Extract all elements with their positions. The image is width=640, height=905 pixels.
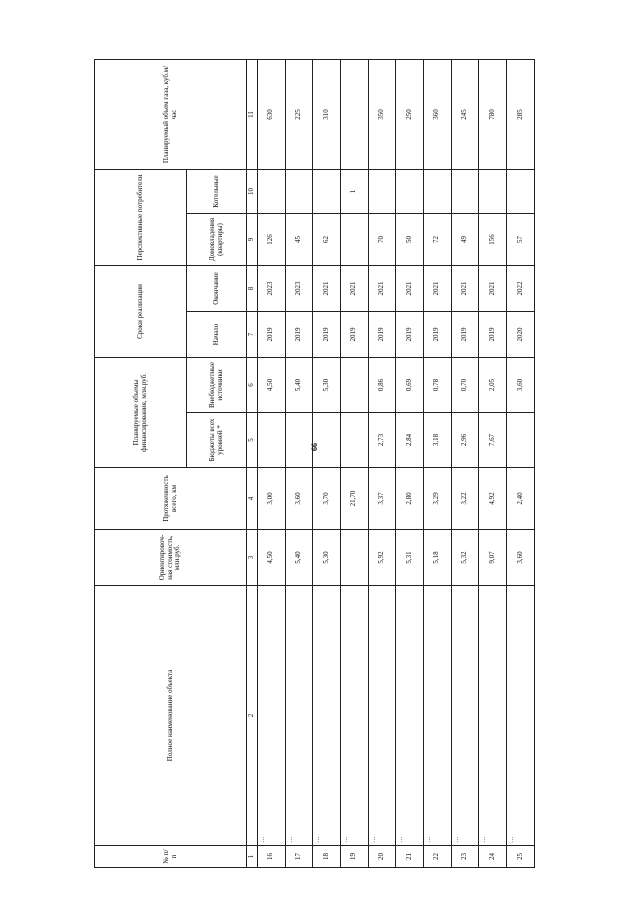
budget-funding (257, 413, 285, 468)
extra-budget-funding (340, 358, 368, 413)
budget-funding: 2,96 (451, 413, 479, 468)
row-number: 18 (313, 846, 341, 868)
end-year: 2021 (340, 266, 368, 312)
table-row (285, 60, 313, 868)
end-year: 2021 (479, 266, 507, 312)
header-gas: Планируемый объем газа, куб.м/час (95, 60, 247, 170)
table-row (451, 60, 479, 868)
pipeline-length: 3,29 (424, 468, 452, 530)
planned-gas-volume: 360 (424, 60, 452, 170)
table-row (479, 60, 507, 868)
column-number: 2 (247, 586, 258, 846)
end-year: 2021 (451, 266, 479, 312)
start-year: 2019 (479, 312, 507, 358)
row-number: 23 (451, 846, 479, 868)
object-name: … (424, 586, 452, 846)
column-number: 8 (247, 266, 258, 312)
estimated-cost: 5,32 (451, 530, 479, 586)
row-number: 16 (257, 846, 285, 868)
header-period: Сроки реализации (95, 266, 187, 358)
page-number: 66 (310, 443, 319, 451)
planned-gas-volume: 225 (285, 60, 313, 170)
column-number: 4 (247, 468, 258, 530)
end-year: 2021 (396, 266, 424, 312)
row-number: 17 (285, 846, 313, 868)
table-row (257, 60, 285, 868)
object-name: … (368, 586, 396, 846)
table-row (368, 60, 396, 868)
start-year: 2019 (340, 312, 368, 358)
column-number: 9 (247, 214, 258, 266)
header-num: № п/п (95, 846, 247, 868)
households: 72 (424, 214, 452, 266)
header-period-start: Начало (187, 312, 247, 358)
extra-budget-funding: 5,40 (285, 358, 313, 413)
budget-funding (313, 413, 341, 468)
table-row (313, 60, 341, 868)
header-consumers-boilers: Котельные (187, 170, 247, 214)
households: 50 (396, 214, 424, 266)
column-number: 11 (247, 60, 258, 170)
header-funding-budget: Бюджеты всех уровней * (187, 413, 247, 468)
boiler-houses (451, 170, 479, 214)
start-year: 2020 (507, 312, 535, 358)
boiler-houses (479, 170, 507, 214)
planned-gas-volume: 780 (479, 60, 507, 170)
object-name: … (340, 586, 368, 846)
objects-table (94, 59, 535, 868)
table-row (340, 60, 368, 868)
estimated-cost: 9,07 (479, 530, 507, 586)
pipeline-length: 2,40 (507, 468, 535, 530)
extra-budget-funding: 0,78 (424, 358, 452, 413)
end-year: 2021 (368, 266, 396, 312)
row-number: 20 (368, 846, 396, 868)
households: 70 (368, 214, 396, 266)
pipeline-length: 3,22 (451, 468, 479, 530)
header-length: Протяженность всего, км (95, 468, 247, 530)
column-number: 5 (247, 413, 258, 468)
end-year: 2023 (285, 266, 313, 312)
object-name: … (507, 586, 535, 846)
table-container (94, 60, 535, 868)
extra-budget-funding: 0,86 (368, 358, 396, 413)
row-number: 24 (479, 846, 507, 868)
estimated-cost: 5,30 (313, 530, 341, 586)
row-number: 25 (507, 846, 535, 868)
extra-budget-funding: 2,05 (479, 358, 507, 413)
planned-gas-volume: 350 (368, 60, 396, 170)
object-name: … (479, 586, 507, 846)
planned-gas-volume: 630 (257, 60, 285, 170)
households: 45 (285, 214, 313, 266)
row-number: 21 (396, 846, 424, 868)
pipeline-length: 3,60 (285, 468, 313, 530)
households: 126 (257, 214, 285, 266)
budget-funding: 2,73 (368, 413, 396, 468)
pipeline-length: 21,70 (340, 468, 368, 530)
start-year: 2019 (257, 312, 285, 358)
object-name: … (313, 586, 341, 846)
households: 62 (313, 214, 341, 266)
estimated-cost: 5,31 (396, 530, 424, 586)
pipeline-length: 3,70 (313, 468, 341, 530)
column-number: 3 (247, 530, 258, 586)
planned-gas-volume: 250 (396, 60, 424, 170)
estimated-cost: 5,18 (424, 530, 452, 586)
header-consumers: Перспективные потребители (95, 170, 187, 266)
planned-gas-volume: 285 (507, 60, 535, 170)
header-funding: Планируемые объемы финансирования, млн.руб. (95, 358, 187, 468)
budget-funding: 3,18 (424, 413, 452, 468)
estimated-cost: 5,40 (285, 530, 313, 586)
pipeline-length: 4,92 (479, 468, 507, 530)
header-name: Полное наименование объекта (95, 586, 247, 846)
budget-funding: 2,84 (396, 413, 424, 468)
object-name: … (396, 586, 424, 846)
end-year: 2021 (424, 266, 452, 312)
boiler-houses (396, 170, 424, 214)
start-year: 2019 (368, 312, 396, 358)
end-year: 2023 (257, 266, 285, 312)
boiler-houses (424, 170, 452, 214)
planned-gas-volume: 310 (313, 60, 341, 170)
row-number: 22 (424, 846, 452, 868)
estimated-cost (340, 530, 368, 586)
households: 57 (507, 214, 535, 266)
estimated-cost: 3,60 (507, 530, 535, 586)
end-year: 2022 (507, 266, 535, 312)
header-consumers-homes: Домовладения (квартиры) (187, 214, 247, 266)
budget-funding (507, 413, 535, 468)
households: 156 (479, 214, 507, 266)
extra-budget-funding: 4,50 (257, 358, 285, 413)
pipeline-length: 2,80 (396, 468, 424, 530)
column-number: 7 (247, 312, 258, 358)
start-year: 2019 (396, 312, 424, 358)
table-row (396, 60, 424, 868)
boiler-houses (507, 170, 535, 214)
boiler-houses (285, 170, 313, 214)
table-row (424, 60, 452, 868)
households (340, 214, 368, 266)
start-year: 2019 (424, 312, 452, 358)
boiler-houses: 1 (340, 170, 368, 214)
budget-funding (285, 413, 313, 468)
start-year: 2019 (313, 312, 341, 358)
column-number: 6 (247, 358, 258, 413)
extra-budget-funding: 5,30 (313, 358, 341, 413)
object-name: … (257, 586, 285, 846)
table-row (507, 60, 535, 868)
object-name: … (451, 586, 479, 846)
column-number: 1 (247, 846, 258, 868)
start-year: 2019 (451, 312, 479, 358)
budget-funding (340, 413, 368, 468)
households: 49 (451, 214, 479, 266)
estimated-cost: 5,92 (368, 530, 396, 586)
planned-gas-volume (340, 60, 368, 170)
header-funding-extra: Внебюджетные источники (187, 358, 247, 413)
header-cost: Ориентировоч-ная стоимость, млн.руб. (95, 530, 247, 586)
planned-gas-volume: 245 (451, 60, 479, 170)
extra-budget-funding: 0,70 (451, 358, 479, 413)
start-year: 2019 (285, 312, 313, 358)
extra-budget-funding: 3,60 (507, 358, 535, 413)
object-name: … (285, 586, 313, 846)
end-year: 2021 (313, 266, 341, 312)
estimated-cost: 4,50 (257, 530, 285, 586)
column-number: 10 (247, 170, 258, 214)
boiler-houses (313, 170, 341, 214)
row-number: 19 (340, 846, 368, 868)
extra-budget-funding: 0,69 (396, 358, 424, 413)
header-period-end: Окончание (187, 266, 247, 312)
boiler-houses (368, 170, 396, 214)
budget-funding: 7,67 (479, 413, 507, 468)
pipeline-length: 3,37 (368, 468, 396, 530)
pipeline-length: 3,00 (257, 468, 285, 530)
boiler-houses (257, 170, 285, 214)
